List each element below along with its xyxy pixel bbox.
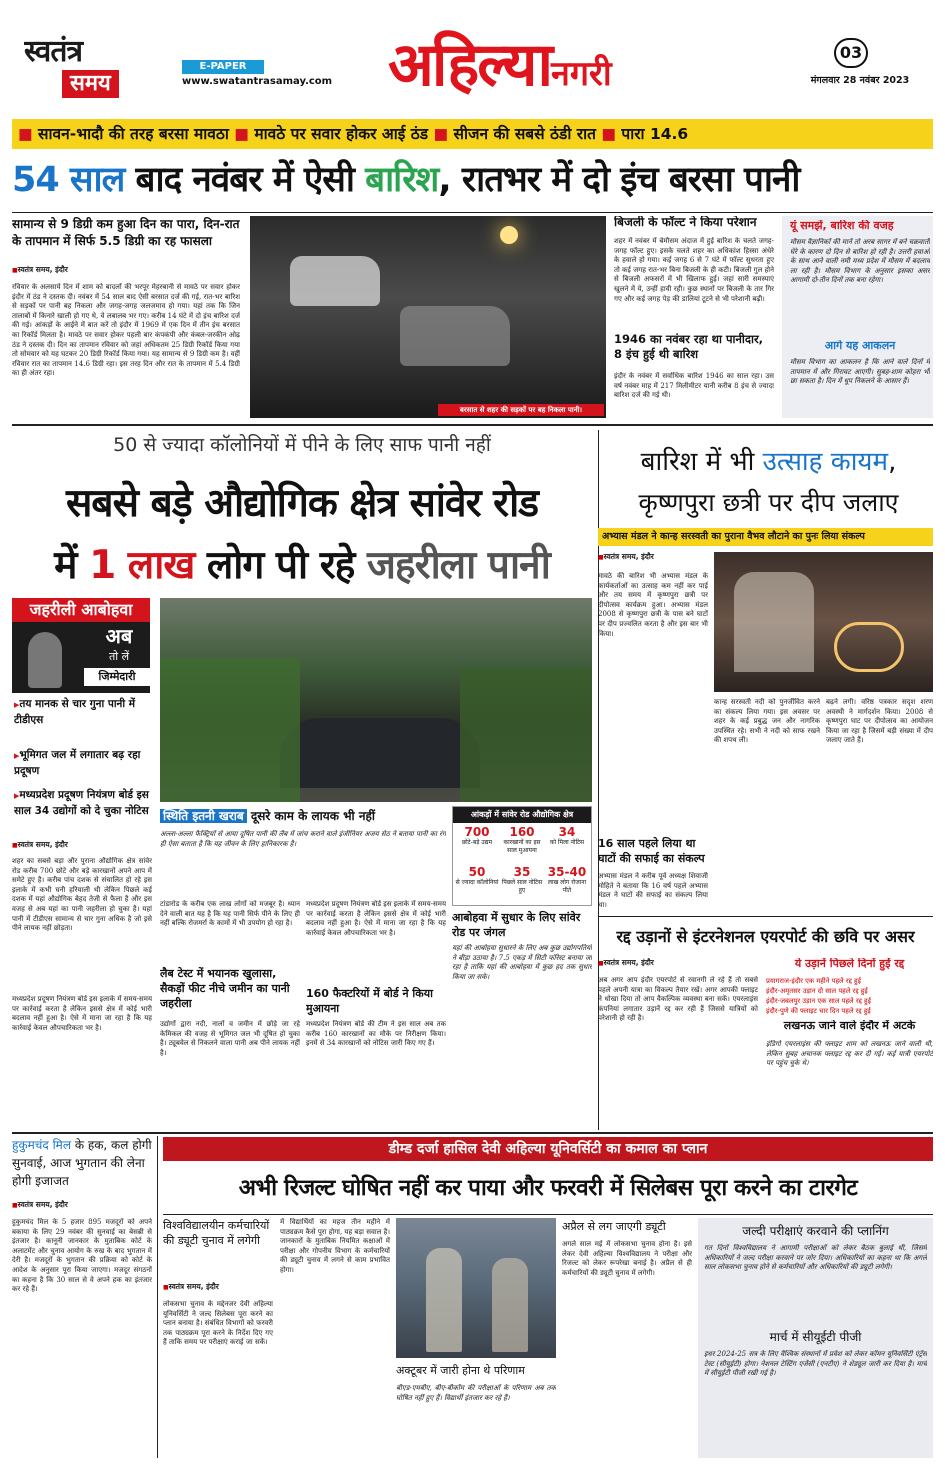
sub-heading-box bbox=[160, 806, 446, 826]
stat-label: से ज्यादा कॉलोनियां bbox=[455, 879, 499, 886]
edition-title bbox=[388, 24, 748, 106]
lead-headline-part: बाद नवंबर में ऐसी bbox=[124, 160, 366, 200]
water-headline-part: लोग पी रहे bbox=[194, 543, 367, 588]
masthead bbox=[0, 0, 945, 118]
stat-item bbox=[500, 865, 544, 905]
airport-body: अब अगर आप इंदौर एयरपोर्ट से रवानगी ले रहे हैं तो सबसे पहले अपनी यात्रा का विकल्प तैयार रखें। अगर आपकी फ्लाइट ने धोखा दिया तो आप वैकल्पिक व्यवस्था बना सकें। एयरलाइंस कंपनियां लगातार उड़ानें रद्द कर रही हैं जिससे यात्रियों को परेशानी हो रही है। bbox=[598, 976, 758, 1023]
stat-value: 34 bbox=[558, 825, 576, 839]
lead-col2-body: इंदौर के नवंबर में सर्वाधिक बारिश 1946 का साल रहा। उस वर्ष नवंबर माह में 217 मिलीमीटर यानी करीब 8 इंच से ज्यादा बारिश दर्ज की गई थी। bbox=[614, 372, 774, 400]
water-body: शहर का सबसे बड़ा और पुराना औद्योगिक क्षेत्र सांवेर रोड करीब 700 छोटे और बड़े कारखानों अपने आप में समेटे हुए है। करीब पांच दशक से संचालित हो रहे इस इलाके में कभी घनी हरियाली थी लेकिन पिछले कई दशक में यहां औद्योगिक बेहद तेजी से फैला है और इस वजह से अब यहां का पानी जहरीला हो चुका है। यहां पानी में टीडीएस सामान्य से चार गुना अधिक है जो इसे पीने लायक नहीं छोड़ता। bbox=[12, 857, 152, 933]
lead-col2-body: शहर में नवंबर में बेमौसम अंदाज में हुई बारिश के चलते जगह-जगह फॉल्ट हुए। इसके चलते शहर का अधिकांश हिस्सा अंधेरे के हवाले हो गया। कई जगह 6 से 7 घंटे में फॉल्ट सुधरता हुए तो कई जगह रात-भर बिना बिजली के ही कटी। बिजली गुल होने से बिजली अफसरों में भी खिलाफ हुई। जहां सारी समस्याएं खुलने में ये, उन्हीं हावी रही। कुछ स्थानों पर बिजली के तार गिर गए और कई जगह पेड़ की डालियां टूटने से भी परेशानी बढ़ी। bbox=[614, 237, 774, 303]
water-headline-part: में bbox=[54, 543, 90, 588]
deep-headline-part: उत्साह कायम bbox=[762, 447, 889, 477]
section-heading: 160 फैक्टरियों में बोर्ड ने किया मुआयना bbox=[306, 987, 433, 1015]
cancel-list bbox=[766, 976, 933, 1016]
ticker-marker: ■ bbox=[234, 125, 255, 143]
sub-heading-highlight: स्थिति इतनी खराब bbox=[160, 809, 247, 823]
planning-box bbox=[698, 1218, 933, 1458]
vegetation bbox=[160, 658, 300, 802]
deep-headline: कृष्णपुरा छत्री पर दीप जलाए bbox=[638, 488, 899, 517]
water-body: उद्योगों द्वारा नदी, नालों व जमीन में छोड़े जा रहे केमिकल की वजह से भूमिगत जल भी दूषित हो चुका है। ट्यूबवेल से निकलने वाला पानी अब पीने लायक नहीं है। bbox=[160, 1020, 300, 1057]
panel-tag: जिम्मेदारी bbox=[84, 668, 150, 686]
airport-body: इंडिगो एयरलाइंस की फ्लाइट शाम को लखनऊ जाने वाली थी, लेकिन सुबह अचानक फ्लाइट रद्द कर दी गई। कई यात्री एयरपोर्ट पर पहुंच चुके थे। bbox=[766, 1040, 933, 1068]
stat-label: को मिला नोटिस bbox=[549, 839, 585, 846]
edition-title-main: अहिल्या bbox=[388, 30, 551, 100]
section-heading: ये उड़ानें पिछले दिनों हुईं रद्द bbox=[794, 958, 905, 970]
ticker-bar bbox=[12, 119, 933, 149]
stat-value: 35-40 bbox=[547, 865, 587, 879]
aqi-panel bbox=[12, 598, 150, 693]
court-headline-part: के हक, कल होगी सुनवाई, आज भुगतान की लेना होगी इजाजत bbox=[12, 1138, 152, 1188]
stat-value: 160 bbox=[509, 825, 535, 839]
lead-headline bbox=[12, 152, 933, 208]
ticker-item: पारा 14.6 bbox=[621, 125, 689, 143]
sidebar-heading: यूं समझें, बारिश की वजह bbox=[790, 220, 894, 232]
stat-value: 35 bbox=[513, 865, 531, 879]
water-headline bbox=[12, 540, 592, 592]
point-item: ▶ तय मानक से चार गुना पानी में टीडीएस bbox=[14, 697, 150, 743]
logo bbox=[24, 34, 154, 112]
page-number: 03 bbox=[834, 38, 868, 68]
univ-headline: अभी रिजल्ट घोषित नहीं कर पाया और फरवरी में सिलेबस पूरा करने का टारगेट bbox=[238, 1175, 858, 1201]
ticker-marker: ■ bbox=[433, 125, 454, 143]
water-body: यहां की आबोहवा सुधारने के लिए अब कुछ उद्योगपतियों ने बीड़ा उठाया है। 7.5 एकड़ में सिटी फॉरेस्ट बनाया जा रहा है ताकि यहां की आबोहवा में कुछ हद तक सुधार किया जा सके। bbox=[452, 944, 592, 981]
ticker-item: मावठे पर सवार होकर आई ठंड bbox=[254, 125, 429, 143]
section-heading: 1946 का नवंबर रहा था पानीदार, 8 इंच हुई थी बारिश bbox=[614, 332, 764, 361]
list-item: इंदौर-जबलपुर उड़ान एक साल पहले रद्द हुई bbox=[766, 997, 872, 1005]
sidebar-body: मौसम विभाग का आकलन है कि आने वाले दिनों में तापमान में और गिरावट आएगी। सुबह-शाम कोहरा भी छा सकता है। दिन में धूप निकलने के आसार हैं। bbox=[790, 358, 930, 386]
section-heading: 16 साल पहले लिया था घाटों की सफाई का संकल्प bbox=[598, 837, 705, 865]
section-heading: विश्वविद्यालयीन कर्मचारियों की ड्यूटी चुनाव में लगेगी bbox=[163, 1219, 270, 1247]
box-body: गत दिनों विश्वविद्यालय ने आगामी परीक्षाओं को लेकर बैठक बुलाई थी, जिसमें अधिकारियों ने जल्द परीक्षा करवाने पर जोर दिया। अधिकारियों का कहना था कि अगले साल लोकसभा चुनाव होने से कर्मचारियों और अधिकारियों की ड्यूटी लगेगी। bbox=[704, 1244, 927, 1272]
deep-body: बढ़ने लगी। वरिष्ठ पत्रकार सदृश शरण अवस्थी ने मार्गदर्शन किया। 2008 से कृष्णपुरा घाट पर दीपोत्सव का आयोजन किया जा रहा है जिसमें बड़ी संख्या में दीप जलाए जाते हैं। bbox=[826, 698, 933, 745]
deep-headline bbox=[604, 444, 933, 480]
canal-water bbox=[280, 718, 480, 788]
logo-bottom: समय bbox=[62, 70, 119, 98]
lead-headline-part: , रातभर में दो इंच बरसा पानी bbox=[438, 160, 800, 200]
deep-body: कान्ह सरस्वती नदी को पुनर्जीवित करने का संकल्प लिया गया। इस अवसर पर शहर के कई प्रबुद्ध जन और नागरिक उपस्थित रहे। सभी ने नदी को साफ रखने की शपथ ली। bbox=[714, 698, 820, 745]
stat-value: 700 bbox=[464, 825, 490, 839]
ticker-item: सावन-भादौ की तरह बरसा मावठा bbox=[38, 125, 229, 143]
deep-body: अभ्यास मंडल ने करीब पूर्व अध्यक्ष शिवाजी मोहिते ने बताया कि 16 वर्ष पहले अभ्यास मंडल ने घाटों की सफाई का संकल्प लिया था। bbox=[598, 872, 708, 909]
photo-caption: बीएड-एमबीए, बीए-बीकॉम की परीक्षाओं के परिणाम अब तक घोषित नहीं हुए हैं। विद्यार्थी इंतजार कर रहे हैं। bbox=[396, 1384, 556, 1402]
deep-headline-part: , bbox=[888, 447, 897, 477]
ticker-marker: ■ bbox=[601, 125, 622, 143]
lead-headline-part: 54 साल bbox=[12, 160, 125, 200]
deep-strap: अभ्यास मंडल ने कान्ह सरस्वती का पुराना वैभव लौटाने का पुनः लिया संकल्प bbox=[598, 528, 933, 546]
section-heading: लैब टेस्ट में भयानक खुलासा, सैकड़ों फीट नीचे जमीन का पानी जहरीला bbox=[160, 967, 290, 1010]
divider bbox=[163, 1214, 933, 1215]
person-silhouette bbox=[28, 632, 62, 688]
list-item: इंदौर-अमृतसर उड़ान दो साल पहले रद्द हुई bbox=[766, 987, 868, 995]
water-kicker: 50 से ज्यादा कॉलोनियों में पीने के लिए साफ पानी नहीं bbox=[113, 434, 491, 456]
ticker-marker: ■ bbox=[18, 125, 39, 143]
stats-title: आंकड़ों में सांवेर रोड औद्योगिक क्षेत्र bbox=[453, 807, 591, 823]
sub-heading-text: दूसरे काम के लायक भी नहीं bbox=[246, 809, 375, 823]
list-item: प्रयागराज-इंदौर एक महीने पहले रद्द हुई bbox=[766, 977, 862, 985]
univ-body: अगले साल मई में लोकसभा चुनाव होना है। इसे लेकर देवी अहिल्या विश्वविद्यालय ने परीक्षा और रिजल्ट को लेकर रूपरेखा बनाई है। अप्रैल से ही कर्मचारियों की ड्यूटी चुनाव में लगेगी। bbox=[562, 1240, 692, 1277]
rangoli bbox=[834, 622, 904, 672]
person-shape bbox=[426, 1248, 462, 1352]
person-shape bbox=[492, 1258, 528, 1352]
vegetation bbox=[460, 668, 592, 802]
ticker-item: सीजन की सबसे ठंडी रात bbox=[453, 125, 596, 143]
univ-body: में विद्यार्थियों का महज तीन महीने में पाठ्यक्रम कैसे पूरा होगा, यह बड़ा सवाल है। जानकारों के मुताबिक नियमित कक्षाओं में परीक्षा और गोपनीय विभाग के कर्मचारियों की ड्यूटी चुनाव में लगने से काम प्रभावित होगा। bbox=[280, 1218, 390, 1274]
polluted-canal-photo bbox=[160, 598, 592, 802]
website-link[interactable]: www.swatantrasamay.com bbox=[182, 76, 333, 87]
water-headline: सबसे बड़े औद्योगिक क्षेत्र सांवेर रोड bbox=[65, 481, 539, 526]
streetlight bbox=[500, 226, 518, 244]
stat-value: 50 bbox=[468, 865, 486, 879]
univ-strap: डीम्ड दर्जा हासिल देवी अहिल्या यूनिवर्सिटी का कमाल का प्लान bbox=[163, 1137, 933, 1161]
byline: ■ स्वतंत्र समय, इंदौर bbox=[12, 1200, 152, 1211]
rain-photo bbox=[250, 216, 606, 418]
byline: ■ स्वतंत्र समय, इंदौर bbox=[12, 265, 240, 276]
water-headline-part: जहरीला पानी bbox=[366, 543, 550, 588]
diya-photo bbox=[714, 552, 933, 692]
section-heading: लखनऊ जाने वाले इंदौर में अटके bbox=[783, 1020, 916, 1032]
byline: ■ स्वतंत्र समय, इंदौर bbox=[598, 958, 758, 969]
sidebar-heading: आगे यह आकलन bbox=[824, 340, 896, 352]
court-body: हुकुमचंद मिल के 5 हजार 895 मजदूरों को अपने बकाया के लिए 29 नवंबर की सुनवाई का बेसब्री से इंतजार है। कानूनी जानकार के मुताबिक कोर्ट के अलाटमेंट और चुनाव आयोग के रुख के बाद भुगतान में देरी है। मजदूरों के भुगतान की प्रक्रिया को कोर्ट के आदेश के अनुसार पूरा किया जाएगा। मजदूर संगठनों का कहना है कि 30 साल से वे अपने हक का इंतजार कर रहे हैं। bbox=[12, 1218, 152, 1294]
lead-body: रविवार के अलसाये दिन में शाम को बादलों की भरपूर मेहरबानी से मावठे पर सवार होकर इंदौर में ठंड ने दस्तक दी। नवंबर में 54 साल बाद ऐसी बरसात दर्ज की गई, रात-भर बारिश से सड़कों पर पानी बह निकला और जगह-जगह जलजमाव हो गया। यहां तक कि जिन तालाबों में किनारे खाली हो गए थे, वे लबालब भर गए। करीब 14 घंटे में दो इंच बारिश दर्ज की गई। आंकड़ों के आईने में बात करें तो इंदौर में 1969 में एक दिन में तीन इंच बरसात का रिकॉर्ड मिलता है। मावठे पर सवार होकर पहली बार कंपकंपी और कंबल-जरकीन ओढ़ ठंड ने दस्तक दी। दिन का तापमान रविवार को जहां अधिकतम 25 डिग्री रिकॉर्ड किया गया तो सोमवार को यह घटकर 20 डिग्री रिकॉर्ड किया गया। यह सामान्य से 9 डिग्री कम है। वहीं रविवार रात का तापमान 14.6 डिग्री रहा। इस तरह दिन और रात के तापमान में 5.4 डिग्री का ही अंतर रहा। bbox=[12, 283, 240, 378]
person-group bbox=[734, 572, 814, 672]
byline: ■ स्वतंत्र समय, इंदौर bbox=[598, 552, 708, 563]
divider bbox=[598, 916, 933, 917]
stats-box bbox=[452, 806, 592, 906]
photo-caption: बरसात से शहर की सड़कों पर बह निकला पानी। bbox=[438, 404, 604, 416]
water-body: मध्यप्रदेश प्रदूषण नियंत्रण बोर्ड इस इलाके में समय-समय पर कार्रवाई करता है लेकिन इससे क्षेत्र में कोई भारी बदलाव नहीं हुआ है। ऐसे में माना जा रहा है कि यह कार्रवाई केवल औपचारिकता भर है। bbox=[12, 995, 152, 1032]
box-body: इधर 2024-25 सत्र के लिए वैश्विक संस्थानों में प्रवेश को लेकर कॉमन यूनिवर्सिटी एंट्रेंस टेस्ट (सीयूईटी) होगा। नेशनल टेस्टिंग एजेंसी (एनटीए) ने शेड्यूल जारी कर दिया है। मार्च में सीयूईटी पीजी रखी गई है। bbox=[704, 1350, 927, 1378]
car-shape bbox=[290, 256, 380, 306]
issue-date: मंगलवार 28 नवंबर 2023 bbox=[810, 75, 910, 86]
divider bbox=[157, 1136, 158, 1458]
stat-label: पिछले साल नोटिस हुए bbox=[501, 879, 543, 894]
water-body: टांडारोड के करीब एक लाख लोगों को मजबूर है। ध्यान देने वाली बात यह है कि यह पानी सिर्फ पीने के लिए ही नहीं बल्कि रोजमर्रा के कामों में भी उपयोग हो रहा है। bbox=[160, 900, 300, 928]
divider bbox=[12, 212, 933, 213]
stat-item bbox=[545, 865, 589, 905]
water-body: मध्यप्रदेश प्रदूषण नियंत्रण बोर्ड इस इलाके में समय-समय पर कार्रवाई करता है लेकिन इससे क्षेत्र में कोई भारी बदलाव नहीं हुआ है। ऐसे में माना जा रहा है कि यह कार्रवाई केवल औपचारिकता भर है। bbox=[306, 900, 446, 937]
logo-top: स्वतंत्र bbox=[24, 34, 83, 69]
divider bbox=[12, 424, 933, 426]
stat-item bbox=[455, 825, 499, 865]
exam-photo bbox=[396, 1218, 556, 1358]
stat-label: छोटे-बड़े उद्यम bbox=[461, 839, 493, 846]
deep-headline-part: बारिश में भी bbox=[640, 447, 763, 477]
list-item: इंदौर-पुणे की फ्लाइट चार दिन पहले रद्द हुई bbox=[766, 1007, 871, 1015]
point-item: ▶ भूमिगत जल में लगातार बढ़ रहा प्रदूषण bbox=[14, 748, 150, 780]
byline: ■ स्वतंत्र समय, इंदौर bbox=[12, 840, 152, 851]
box-heading: जल्दी परीक्षाएं करवाने की प्लानिंग bbox=[742, 1224, 889, 1238]
sidebar-box bbox=[782, 216, 933, 418]
epaper-badge: E-PAPER bbox=[182, 60, 264, 74]
section-heading: बिजली के फॉल्ट ने किया परेशान bbox=[614, 216, 757, 229]
stat-item bbox=[455, 865, 499, 905]
lead-headline-part: बारिश bbox=[365, 160, 439, 200]
stat-label: लाख लोग रोजाना पीते bbox=[547, 879, 587, 894]
divider bbox=[12, 1132, 933, 1134]
water-sub-body: अल्ला-अल्ला फैक्ट्रियों से आया दूषित पानी की लैब में जांच कराने वाले इंजीनियर अजय सेठ ने बताया पानी का रंग ही ऐसा बताता है कि यह जीवन के लिए हानिकारक है। bbox=[160, 830, 446, 848]
deep-body: मावठे की बारिश भी अभ्यास मंडल के कार्यकर्ताओं का उत्साह कम नहीं कर पाई और तय समय में कृष्णपुरा छत्री पर दीपोत्सव कार्यक्रम हुआ। अभ्यास मंडल 2008 से कृष्णपुरा छत्री के पास बने घाटों पर दीप प्रज्वलित करता है और इस बार भी किया। bbox=[598, 572, 708, 638]
univ-body: लोकसभा चुनाव के मद्देनजर देवी अहिल्या यूनिवर्सिटी ने जल्द सिलेबस पूरा करने का प्लान बनाया है। संबंधित विभागों को फरवरी तक पाठ्यक्रम पूरा करने के निर्देश दिए गए हैं ताकि समय पर परीक्षाएं कराई जा सकें। bbox=[163, 1300, 273, 1347]
stat-item bbox=[500, 825, 544, 865]
section-heading: आबोहवा में सुधार के लिए सांवेर रोड पर जंगल bbox=[452, 911, 581, 939]
box-heading: मार्च में सीयूईटी पीजी bbox=[769, 1330, 862, 1344]
car-shape bbox=[400, 306, 510, 366]
stat-label: कारखानों का इस साल मुआयना bbox=[503, 839, 541, 854]
edition-title-sub: नगरी bbox=[551, 54, 612, 94]
airport-headline: रद्द उड़ानों से इंटरनेशनल एयरपोर्ट की छवि पर असर bbox=[616, 927, 915, 946]
panel-tag: अब bbox=[105, 624, 133, 648]
panel-title: जहरीली आबोहवा bbox=[12, 598, 150, 622]
water-headline-part: 1 लाख bbox=[89, 543, 195, 588]
stat-item bbox=[545, 825, 589, 865]
water-body: मध्यप्रदेश नियंत्रण बोर्ड की टीम ने इस साल अब तक करीब 160 कारखानों का मौके पर निरीक्षण किया। इनमें से 34 कारखानों को नोटिस जारी किए गए हैं। bbox=[306, 1020, 446, 1048]
byline: ■ स्वतंत्र समय, इंदौर bbox=[163, 1282, 273, 1293]
section-heading: अक्टूबर में जारी होना थे परिणाम bbox=[396, 1364, 525, 1377]
lead-intro: सामान्य से 9 डिग्री कम हुआ दिन का पारा, दिन-रात के तापमान में सिर्फ 5.5 डिग्री का रह फासला bbox=[12, 217, 240, 248]
section-heading: अप्रैल से लग जाएगी ड्यूटी bbox=[562, 1220, 666, 1233]
sidebar-body: मौसम वैज्ञानिकों की मानें तो अरब सागर में बने चक्रवाती घेरे के कारण दो दिन से बारिश हो रही है। उत्तरी हवाओं के साथ आने वाली नमी मध्य प्रदेश में मौसम में बदलाव ला रही है। मौसम विभाग के अनुसार इसका असर आगामी दो-तीन दिनों तक बना रहेगा। bbox=[790, 238, 930, 285]
panel-tag: तो लें bbox=[108, 650, 130, 663]
court-headline-part: हुकुमचंद मिल bbox=[12, 1138, 71, 1152]
point-item: ▶ मध्यप्रदेश प्रदूषण नियंत्रण बोर्ड इस साल 34 उद्योगों को दे चुका नोटिस bbox=[14, 788, 150, 836]
court-headline bbox=[12, 1136, 152, 1196]
